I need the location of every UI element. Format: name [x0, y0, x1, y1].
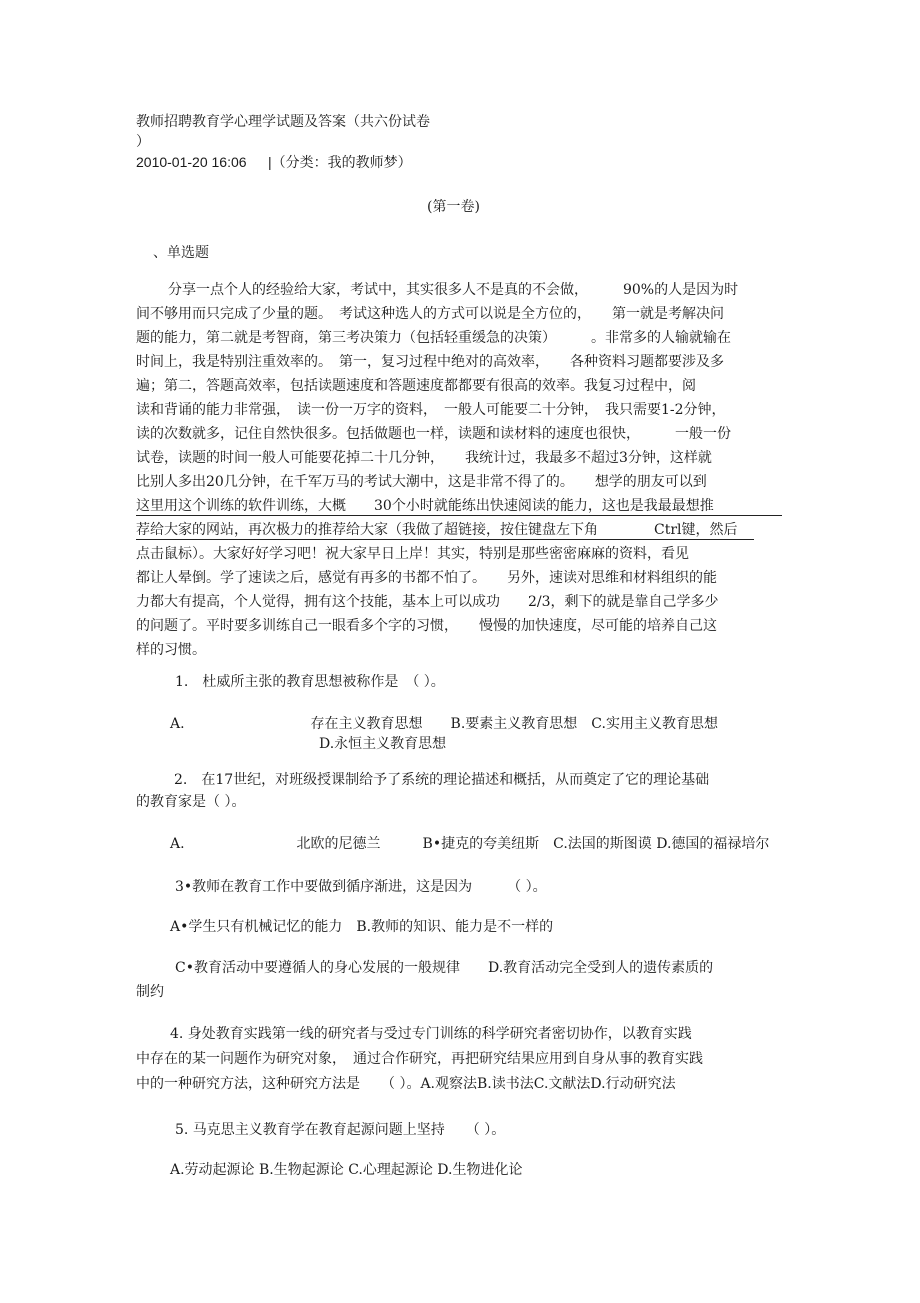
intro-line: 分享一点个人的经验给大家，考试中，其实很多人不是真的不会做， 90%的人是因为时 [168, 282, 739, 298]
question-3-stem: 3•教师在教育工作中要做到循序渐进，这是因为 （ ）。 [175, 879, 547, 895]
intro-line: 读和背诵的能力非常强， 读一份一万字的资料， 一般人可能要二十分钟， 我只需要1-2分钟， [136, 402, 726, 418]
question-5-options: A.劳动起源论 B.生物起源论 C.心理起源论 D.生物进化论 [170, 1162, 523, 1178]
intro-line: 点击鼠标）。大家好好学习吧！祝大家早日上岸！其实，特别是那些密密麻麻的资料，看见 [136, 546, 689, 562]
question-1-options: A. 存在主义教育思想 B.要素主义教育思想 C.实用主义教育思想 [170, 716, 718, 732]
intro-line: 间不够用而只完成了少量的题。 考试这种选人的方式可以说是全方位的， 第一就是考解决问 [136, 306, 724, 322]
question-2-options: A. 北欧的尼德兰 B•捷克的夸美纽斯 C.法国的斯图谟 D.德国的福禄培尔 [170, 836, 770, 852]
question-1-option-d: D.永恒主义教育思想 [319, 736, 447, 752]
question-2-stem: 的教育家是（ ）。 [136, 794, 246, 810]
article-title-line-1: 教师招聘教育学心理学试题及答案（共六份试卷 [136, 114, 430, 130]
question-4-stem: 中的一种研究方法，这种研究方法是 （ ）。A.观察法B.读书法C.文献法D.行动研究法 [136, 1076, 676, 1092]
intro-line: 比别人多出20几分钟，在千军万马的考试大潮中，这是非常不得了的。 想学的朋友可以到 [136, 474, 707, 490]
intro-line: 试卷，读题的时间一般人可能要花掉二十几分钟， 我统计过，我最多不超过3分钟，这样就 [136, 450, 712, 466]
intro-line: 的问题了。平时要多训练自己一眼看多个字的习惯， 慢慢的加快速度，尽可能的培养自己这 [136, 618, 717, 634]
question-3-options: A•学生只有机械记忆的能力 B.教师的知识、能力是不一样的 [170, 919, 554, 935]
question-3-options: C•教育活动中要遵循人的身心发展的一般规律 D.教育活动完全受到人的遗传素质的 [175, 960, 714, 976]
question-3-options: 制约 [136, 984, 164, 1000]
intro-line: 时间上，我是特别注重效率的。 第一，复习过程中绝对的高效率， 各种资料习题都要涉及多 [136, 354, 724, 370]
volume-label: (第一卷) [427, 199, 480, 215]
question-4-stem: 4. 身处教育实践第一线的研究者与受过专门训练的科学研究者密切协作，以教育实践 [170, 1026, 692, 1042]
question-5-stem: 5. 马克思主义教育学在教育起源问题上坚持 （ ）。 [175, 1122, 506, 1138]
intro-line: 遍；第二，答题高效率，包括读题速度和答题速度都都要有很高的效率。我复习过程中，阅 [136, 378, 696, 394]
article-date: 2010-01-20 16:06 [136, 154, 247, 170]
section-label: 、单选题 [153, 245, 209, 261]
link-underline [136, 539, 754, 540]
article-category: |（分类：我的教师梦） [268, 154, 412, 170]
question-2-stem: 2. 在17世纪，对班级授课制给予了系统的理论描述和概括，从而奠定了它的理论基础 [174, 772, 710, 788]
link-underline [136, 515, 782, 516]
intro-line: 样的习惯。 [136, 642, 206, 658]
question-1-stem: 1. 杜威所主张的教育思想被称作是 （ ）。 [175, 674, 445, 690]
intro-link-line[interactable]: 这里用这个训练的软件训练，大概 30个小时就能练出快速阅读的能力，这也是我最最想推 [136, 498, 714, 514]
intro-line: 读的次数就多，记住自然快很多。包括做题也一样，读题和读材料的速度也很快， 一般一份 [136, 426, 731, 442]
intro-line: 力都大有提高，个人觉得，拥有这个技能，基本上可以成功 2/3，剩下的就是靠自己学多少 [136, 594, 719, 610]
intro-line: 都让人晕倒。学了速读之后，感觉有再多的书都不怕了。 另外，速读对思维和材料组织的能 [136, 570, 717, 586]
intro-link-line[interactable]: 荐给大家的网站，再次极力的推荐给大家（我做了超链接，按住键盘左下角 Ctrl键，然后 [136, 522, 738, 538]
question-4-stem: 中存在的某一问题作为研究对象， 通过合作研究，再把研究结果应用到自身从事的教育实践 [136, 1051, 703, 1067]
article-title-line-2: ） [136, 134, 150, 150]
intro-line: 题的能力，第二就是考智商，第三考决策力（包括轻重缓急的决策） 。非常多的人输就输在 [136, 330, 731, 346]
